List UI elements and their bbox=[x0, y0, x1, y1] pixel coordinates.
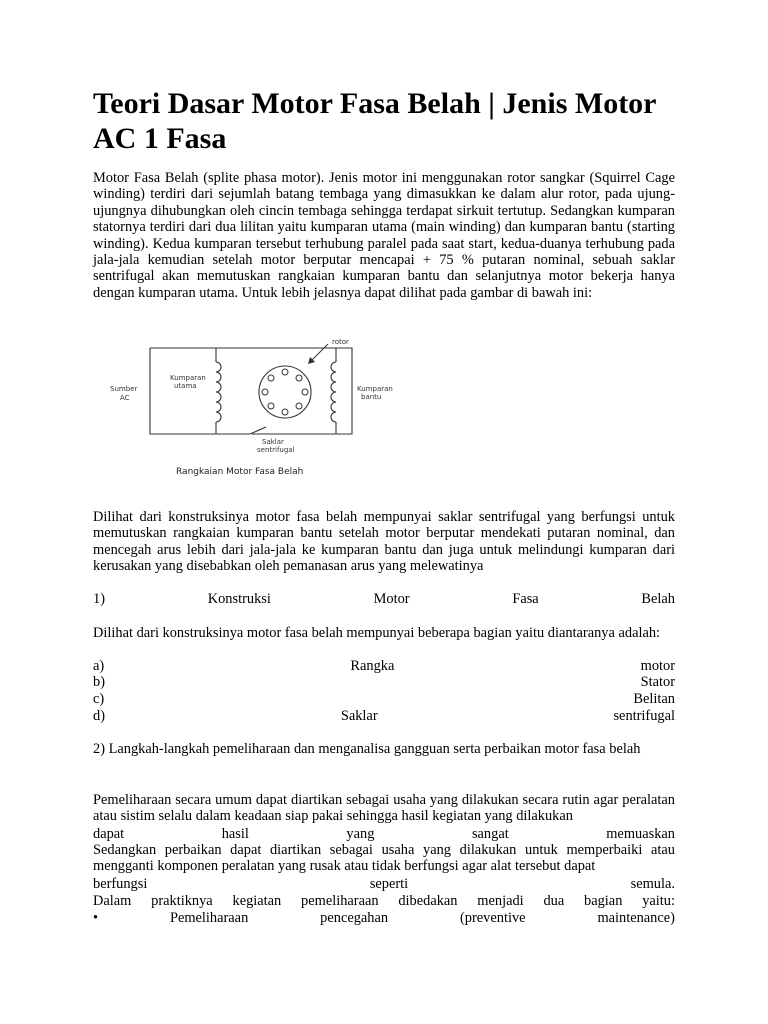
figure-caption: Rangkaian Motor Fasa Belah bbox=[176, 467, 304, 477]
circuit-wires bbox=[150, 348, 352, 434]
maintenance-line-5 bbox=[93, 893, 675, 910]
label-kumparan-bantu-2: bantu bbox=[361, 393, 382, 401]
word: dapat bbox=[93, 826, 125, 842]
rotor-icon bbox=[259, 366, 311, 418]
list-item-text: Rangka bbox=[350, 658, 395, 674]
list-item-c bbox=[93, 691, 675, 708]
list-item-b bbox=[93, 674, 675, 691]
word: kegiatan bbox=[232, 893, 282, 909]
heading-konstruksi-word: Konstruksi bbox=[207, 591, 271, 607]
maintenance-line-4 bbox=[93, 876, 675, 893]
maintenance-line-3: Sedangkan perbaikan dapat diartikan sebagai usaha yang dilakukan untuk memperbaiki atau mengganti komponen peralatan yang rusak atau tidak berfungsi agar alat tersebut dapat bbox=[93, 842, 675, 875]
list-item-text: Stator bbox=[640, 674, 675, 690]
list-marker: b) bbox=[93, 674, 105, 690]
heading-konstruksi-word: Belah bbox=[641, 591, 675, 607]
bullet-preventive bbox=[93, 910, 675, 927]
list-item-a bbox=[93, 658, 675, 675]
page-title: Teori Dasar Motor Fasa Belah | Jenis Motor AC 1 Fasa bbox=[93, 87, 656, 155]
label-kumparan-utama-1: Kumparan bbox=[170, 374, 206, 382]
word: maintenance) bbox=[597, 910, 675, 926]
heading-maintenance: 2) Langkah-langkah pemeliharaan dan menganalisa gangguan serta perbaikan motor fasa belah bbox=[93, 741, 641, 757]
word: (preventive bbox=[460, 910, 526, 926]
auxiliary-coil-icon bbox=[331, 362, 336, 422]
parts-intro-paragraph: Dilihat dari konstruksinya motor fasa belah mempunyai beberapa bagian yaitu diantaranya adalah: bbox=[93, 625, 661, 641]
label-ac: AC bbox=[120, 394, 130, 402]
word: dibedakan bbox=[398, 893, 458, 909]
word: memuaskan bbox=[606, 826, 675, 842]
word: bagian bbox=[584, 893, 623, 909]
bullet-icon: • bbox=[93, 910, 99, 926]
main-coil-icon bbox=[216, 362, 221, 422]
word: Pemeliharaan bbox=[169, 910, 249, 926]
circuit-diagram bbox=[100, 336, 400, 484]
list-marker: c) bbox=[93, 691, 105, 707]
word: seperti bbox=[369, 876, 409, 892]
heading-konstruksi-word: 1) bbox=[93, 591, 105, 607]
wire-left bbox=[150, 348, 250, 434]
label-kumparan-utama-2: utama bbox=[174, 382, 197, 390]
list-item-text: Saklar bbox=[340, 708, 378, 724]
word: pemeliharaan bbox=[301, 893, 379, 909]
heading-konstruksi-word: Fasa bbox=[512, 591, 539, 607]
heading-konstruksi bbox=[93, 591, 675, 608]
list-item-text: Belitan bbox=[633, 691, 675, 707]
word: hasil bbox=[221, 826, 249, 842]
label-saklar-1: Saklar bbox=[262, 438, 284, 446]
word: yaitu: bbox=[642, 893, 675, 909]
word: berfungsi bbox=[93, 876, 148, 892]
wire-top-right bbox=[150, 348, 352, 434]
list-marker: a) bbox=[93, 658, 105, 674]
construction-paragraph: Dilihat dari konstruksinya motor fasa belah mempunyai saklar sentrifugal yang berfungsi untuk memutuskan rangkaian kumparan bantu setelah motor berputar mendekati putaran nominal, dan mencegah arus lebih dari jala-jala ke kumparan bantu dan juga untuk melindungi kumparan dari kerusakan yang disebabkan oleh pemanasan arus yang melewatinya bbox=[93, 509, 675, 575]
word: menjadi bbox=[477, 893, 524, 909]
word: Dalam bbox=[93, 893, 132, 909]
label-sumber: Sumber bbox=[110, 385, 138, 393]
list-item-d bbox=[93, 708, 675, 725]
word: sangat bbox=[471, 826, 509, 842]
circuit-diagram-svg bbox=[100, 336, 400, 484]
word: praktiknya bbox=[151, 893, 213, 909]
maintenance-line-2 bbox=[93, 826, 675, 843]
centrifugal-switch bbox=[250, 427, 266, 434]
word: yang bbox=[346, 826, 375, 842]
intro-paragraph: Motor Fasa Belah (splite phasa motor). Jenis motor ini menggunakan rotor sangkar (Squirrel Cage winding) terdiri dari sejumlah batang tembaga yang dimasukkan ke dalam alur rotor, pada ujung-ujungnya dihubungkan oleh cincin tembaga sehingga terdapat sirkuit tertutup. Sedangkan kumparan statornya terdiri dari dua lilitan yaitu kumparan utama (main winding) dan kumparan bantu (starting winding). Kedua kumparan tersebut terhubung paralel pada saat start, kedua-duanya terhubung pada jala-jala kemudian setelah motor berputar mencapai + 75 % putaran nominal, sebuah saklar sentrifugal akan memutuskan rangkaian kumparan bantu dan selanjutnya motor bekerja hanya dengan kumparan utama. Untuk lebih jelasnya dapat dilihat pada gambar di bawah ini: bbox=[93, 170, 675, 301]
word: dua bbox=[543, 893, 565, 909]
rotor-pointer-arrow bbox=[308, 344, 328, 364]
label-kumparan-bantu-1: Kumparan bbox=[357, 385, 393, 393]
maintenance-line-1: Pemeliharaan secara umum dapat diartikan sebagai usaha yang dilakukan secara rutin agar peralatan atau sistim selalu dalam keadaan siap pakai sehingga hasil kegiatan yang dilakukan bbox=[93, 792, 675, 825]
label-rotor: rotor bbox=[332, 338, 349, 346]
heading-konstruksi-word: Motor bbox=[373, 591, 410, 607]
word: pencegahan bbox=[320, 910, 389, 926]
list-item-text: motor bbox=[640, 658, 675, 674]
word: semula. bbox=[630, 876, 675, 892]
label-saklar-2: sentrifugal bbox=[257, 446, 295, 454]
list-item-text: sentrifugal bbox=[613, 708, 675, 724]
list-marker: d) bbox=[93, 708, 105, 724]
